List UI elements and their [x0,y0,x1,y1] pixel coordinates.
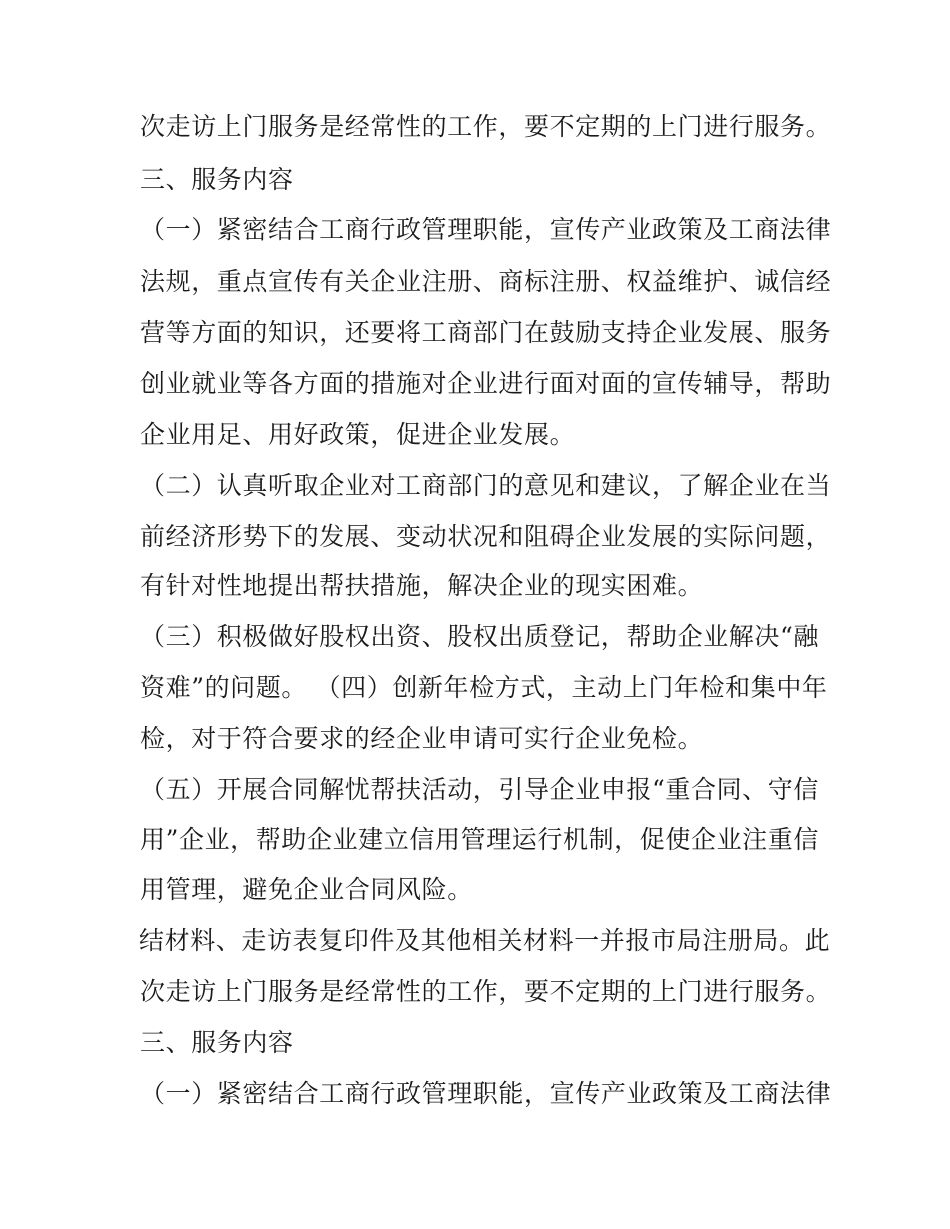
text-line-18: 次走访上门服务是经常性的工作，要不定期的上门进行服务。 [140,977,832,1006]
text-line-1: 次走访上门服务是经常性的工作，要不定期的上门进行服务。 [140,112,832,141]
text-line-13: 检，对于符合要求的经企业申请可实行企业免检。 [140,724,704,753]
text-line-8: （二）认真听取企业对工商部门的意见和建议，了解企业在当 [140,471,832,500]
text-line-11: （三）积极做好股权出资、股权出质登记，帮助企业解决“融 [140,622,819,651]
text-line-14: （五）开展合同解忧帮扶活动，引导企业申报“重合同、守信 [140,775,819,804]
text-line-9: 前经济形势下的发展、变动状况和阻碍企业发展的实际问题， [140,522,832,551]
text-line-4: 法规，重点宣传有关企业注册、商标注册、权益维护、诚信经 [140,267,832,296]
text-line-5: 营等方面的知识，还要将工商部门在鼓励支持企业发展、服务 [140,318,832,347]
text-line-17: 结材料、走访表复印件及其他相关材料一并报市局注册局。此 [139,926,831,955]
text-line-15: 用”企业，帮助企业建立信用管理运行机制，促使企业注重信 [140,825,819,854]
text-line-6: 创业就业等各方面的措施对企业进行面对面的宣传辅导，帮助 [140,369,832,398]
section-heading: 三、服务内容 [140,165,294,194]
section-heading-repeat: 三、服务内容 [140,1028,294,1057]
text-line-12: 资难”的问题。 （四）创新年检方式，主动上门年检和集中年 [140,673,828,702]
text-line-3: （一）紧密结合工商行政管理职能，宣传产业政策及工商法律 [140,215,832,244]
text-line-20: （一）紧密结合工商行政管理职能，宣传产业政策及工商法律 [140,1079,832,1108]
text-line-16: 用管理，避免企业合同风险。 [140,875,473,904]
text-line-10: 有针对性地提出帮扶措施，解决企业的现实困难。 [140,571,704,600]
text-line-7: 企业用足、用好政策，促进企业发展。 [140,420,576,449]
